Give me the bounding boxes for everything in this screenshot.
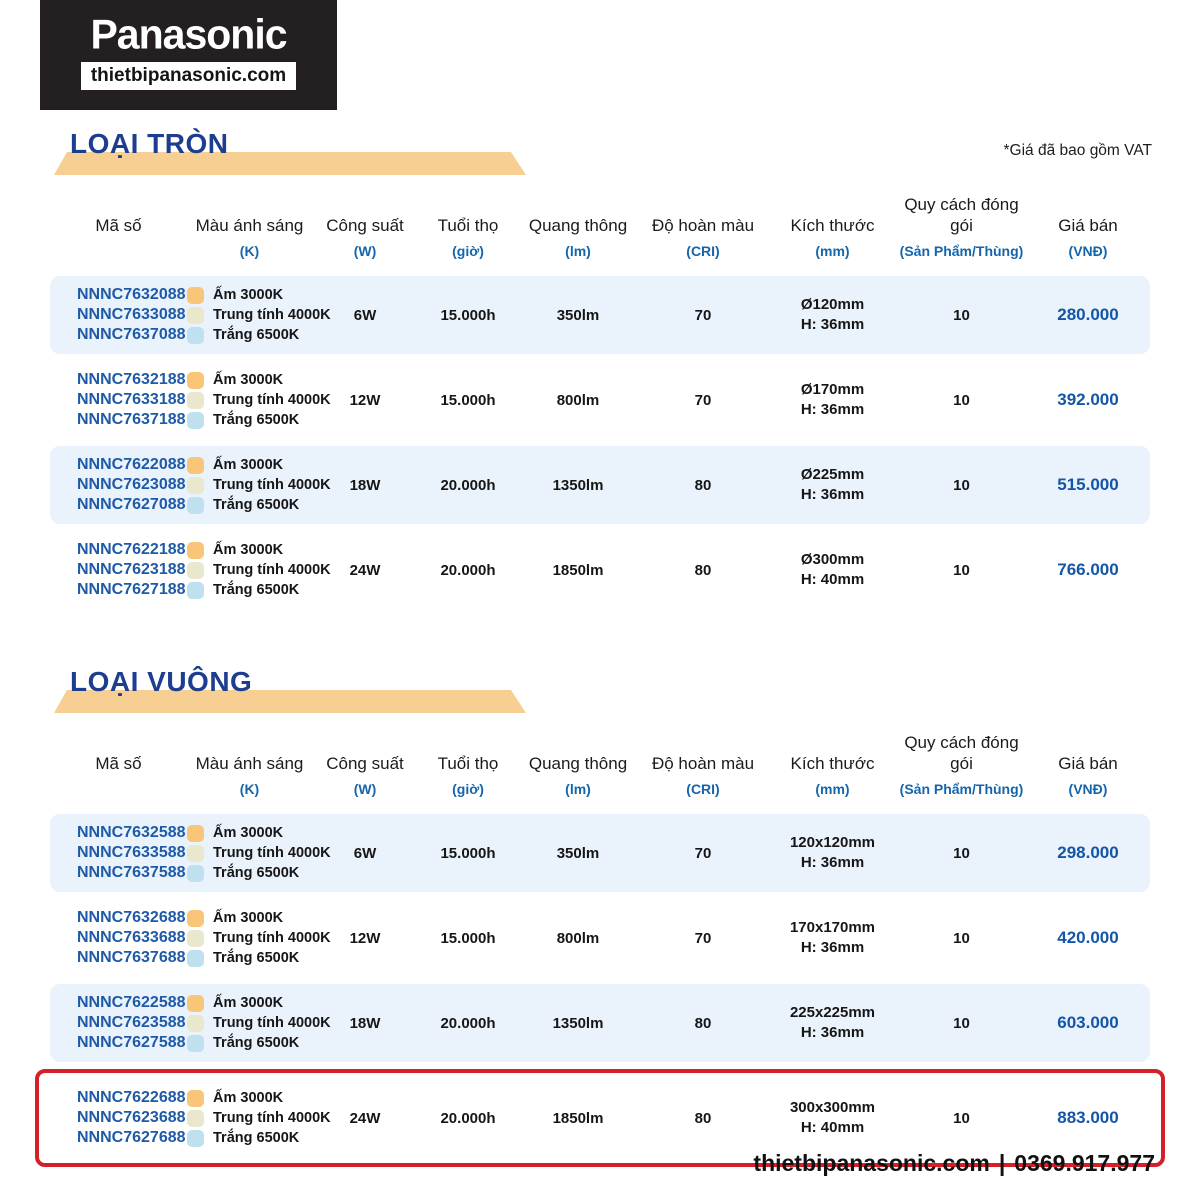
light-color-option [187, 948, 312, 968]
light-color-cell [187, 455, 331, 515]
cri-cell: 70 [694, 306, 712, 324]
logo-website-label: thietbipanasonic.com [81, 62, 296, 90]
light-color-option [187, 1088, 312, 1108]
column-header-label: Mã số [95, 216, 142, 235]
column-header [312, 728, 418, 798]
section-heading [40, 130, 1160, 176]
cri-cell: 70 [694, 844, 712, 862]
product-codes-cell [50, 993, 187, 1053]
product-codes-cell [50, 285, 187, 345]
product-code: NNNC7622688 [77, 1089, 186, 1106]
lifetime-cell: 20.000h [440, 1014, 496, 1032]
light-color-option [187, 495, 312, 515]
product-code: NNNC7637088 [77, 326, 186, 343]
light-color-cell [187, 908, 331, 968]
product-code: NNNC7637688 [77, 949, 186, 966]
price-cell: 603.000 [1057, 1013, 1119, 1032]
table-row-wrapper [50, 984, 1150, 1062]
product-codes-cell [50, 455, 187, 515]
lifetime-cell: 15.000h [440, 929, 496, 947]
lifetime-cell: 20.000h [440, 476, 496, 494]
table-row-wrapper [50, 446, 1150, 524]
product-code: NNNC7627688 [77, 1129, 186, 1146]
light-color-option [187, 410, 312, 430]
color-swatch [187, 457, 204, 474]
product-code: NNNC7627588 [77, 1034, 186, 1051]
dimension-main: Ø225mm [800, 466, 865, 483]
table-row-wrapper [50, 361, 1150, 439]
column-header-label: Tuổi thọ [437, 216, 499, 235]
cri-cell: 70 [694, 391, 712, 409]
cri-cell: 70 [694, 929, 712, 947]
packing-cell: 10 [953, 391, 970, 409]
dimension-height: H: 36mm [800, 854, 865, 871]
light-color-cell [187, 993, 331, 1053]
column-header-label: Quy cách đóng gói [904, 195, 1019, 235]
dimension-main: Ø300mm [800, 551, 865, 568]
column-header-unit: (mm) [815, 243, 850, 259]
luminous-flux-cell: 1850lm [552, 561, 604, 579]
luminous-flux-cell: 800lm [556, 391, 600, 409]
column-header-label: Màu ánh sáng [195, 754, 304, 773]
product-code: NNNC7632188 [77, 371, 186, 388]
color-swatch [187, 930, 204, 947]
column-header [418, 190, 518, 260]
column-header-unit: (CRI) [686, 781, 720, 797]
dimension-main: 120x120mm [789, 834, 876, 851]
column-header [312, 190, 418, 260]
column-header-unit: (mm) [815, 781, 850, 797]
light-color-option [187, 908, 312, 928]
table-body [50, 276, 1150, 609]
column-header-label: Kích thước [790, 754, 875, 773]
product-code: NNNC7632688 [77, 909, 186, 926]
product-code: NNNC7627088 [77, 496, 186, 513]
table-row [50, 531, 1150, 609]
color-label: Ấm 3000K [213, 1090, 284, 1106]
table-row [50, 446, 1150, 524]
dimensions-cell [768, 295, 897, 335]
color-label: Trung tính 4000K [213, 845, 331, 861]
luminous-flux-cell: 800lm [556, 929, 600, 947]
lifetime-cell: 15.000h [440, 844, 496, 862]
color-label: Ấm 3000K [213, 910, 284, 926]
product-code: NNNC7622088 [77, 456, 186, 473]
light-color-option [187, 305, 331, 325]
light-color-option [187, 390, 331, 410]
table-row [50, 361, 1150, 439]
dimension-height: H: 36mm [800, 401, 865, 418]
price-cell: 392.000 [1057, 390, 1119, 409]
dimensions-cell [768, 1098, 897, 1138]
color-label: Ấm 3000K [213, 372, 284, 388]
color-label: Ấm 3000K [213, 542, 284, 558]
column-header-unit: (Sản Phẩm/Thùng) [899, 781, 1024, 797]
luminous-flux-cell: 1350lm [552, 476, 604, 494]
product-codes-cell [50, 908, 187, 968]
color-label: Ấm 3000K [213, 457, 284, 473]
color-label: Trung tính 4000K [213, 392, 331, 408]
dimension-main: 225x225mm [789, 1004, 876, 1021]
cri-cell: 80 [694, 1014, 712, 1032]
column-header-unit: (CRI) [686, 243, 720, 259]
product-code: NNNC7622588 [77, 994, 186, 1011]
column-header [897, 190, 1026, 260]
product-code: NNNC7633688 [77, 929, 186, 946]
light-color-option [187, 1013, 331, 1033]
color-swatch [187, 477, 204, 494]
table-row [50, 276, 1150, 354]
dimension-main: Ø170mm [800, 381, 865, 398]
light-color-option [187, 540, 312, 560]
packing-cell: 10 [953, 1014, 970, 1032]
product-codes-cell [50, 1088, 187, 1148]
dimension-main: 300x300mm [789, 1099, 876, 1116]
product-code: NNNC7632088 [77, 286, 186, 303]
price-cell: 883.000 [1057, 1108, 1119, 1127]
packing-cell: 10 [953, 561, 970, 579]
price-cell: 280.000 [1057, 305, 1119, 324]
product-section [0, 130, 1200, 609]
product-codes-cell [50, 823, 187, 883]
dimensions-cell [768, 380, 897, 420]
color-label: Ấm 3000K [213, 995, 284, 1011]
product-code: NNNC7627188 [77, 581, 186, 598]
color-label: Trắng 6500K [213, 1035, 300, 1051]
dimensions-cell [768, 833, 897, 873]
column-header-label: Quang thông [528, 216, 628, 235]
column-header-label: Công suất [326, 216, 404, 235]
dimensions-cell [768, 918, 897, 958]
table-row-wrapper [50, 899, 1150, 977]
power-cell: 24W [349, 1109, 381, 1127]
color-swatch [187, 497, 204, 514]
dimension-main: 170x170mm [789, 919, 876, 936]
packing-cell: 10 [953, 1109, 970, 1127]
product-code: NNNC7633188 [77, 391, 186, 408]
color-swatch [187, 412, 204, 429]
column-header [638, 728, 768, 798]
color-label: Trung tính 4000K [213, 930, 331, 946]
color-swatch [187, 1090, 204, 1107]
section-title: LOẠI VUÔNG [70, 666, 253, 697]
footer-contact [753, 1150, 1155, 1177]
column-header-label: Quy cách đóng gói [904, 733, 1019, 773]
dimension-height: H: 40mm [800, 1119, 865, 1136]
luminous-flux-cell: 350lm [556, 306, 600, 324]
product-code: NNNC7623688 [77, 1109, 186, 1126]
light-color-option [187, 580, 312, 600]
footer-divider: | [998, 1150, 1006, 1176]
color-swatch [187, 392, 204, 409]
price-cell: 515.000 [1057, 475, 1119, 494]
column-header-unit: (VNĐ) [1068, 243, 1108, 259]
table-row [50, 984, 1150, 1062]
product-code: NNNC7637188 [77, 411, 186, 428]
price-cell: 766.000 [1057, 560, 1119, 579]
column-header [768, 728, 897, 798]
product-section [0, 668, 1200, 1167]
color-swatch [187, 1130, 204, 1147]
catalog-sections [0, 130, 1200, 1167]
power-cell: 18W [349, 476, 381, 494]
column-header [768, 190, 897, 260]
column-header-label: Quang thông [528, 754, 628, 773]
luminous-flux-cell: 1350lm [552, 1014, 604, 1032]
table-row [50, 814, 1150, 892]
color-swatch [187, 1035, 204, 1052]
power-cell: 18W [349, 1014, 381, 1032]
color-label: Trung tính 4000K [213, 307, 331, 323]
color-label: Trung tính 4000K [213, 477, 331, 493]
lifetime-cell: 20.000h [440, 1109, 496, 1127]
dimension-height: H: 40mm [800, 571, 865, 588]
light-color-option [187, 823, 312, 843]
panasonic-logo [40, 0, 337, 110]
color-swatch [187, 825, 204, 842]
light-color-option [187, 370, 312, 390]
luminous-flux-cell: 350lm [556, 844, 600, 862]
table-header-row [50, 190, 1150, 260]
color-label: Trắng 6500K [213, 1130, 300, 1146]
column-header [638, 190, 768, 260]
color-label: Trắng 6500K [213, 582, 300, 598]
table-header-row [50, 728, 1150, 798]
section-spacer [0, 616, 1200, 668]
color-swatch [187, 1015, 204, 1032]
product-code: NNNC7622188 [77, 541, 186, 558]
color-swatch [187, 950, 204, 967]
section-heading [40, 668, 1160, 714]
column-header-unit: (giờ) [452, 243, 484, 259]
column-header [50, 190, 187, 260]
vat-note: *Giá đã bao gồm VAT [1003, 142, 1152, 159]
price-cell: 420.000 [1057, 928, 1119, 947]
color-swatch [187, 995, 204, 1012]
column-header [418, 728, 518, 798]
color-swatch [187, 287, 204, 304]
luminous-flux-cell: 1850lm [552, 1109, 604, 1127]
power-cell: 24W [349, 561, 381, 579]
light-color-cell [187, 540, 331, 600]
column-header-unit: (lm) [565, 243, 591, 259]
dimension-main: Ø120mm [800, 296, 865, 313]
color-label: Trung tính 4000K [213, 1015, 331, 1031]
color-swatch [187, 1110, 204, 1127]
product-code: NNNC7623188 [77, 561, 186, 578]
dimension-height: H: 36mm [800, 316, 865, 333]
light-color-option [187, 993, 312, 1013]
color-label: Trắng 6500K [213, 412, 300, 428]
column-header [187, 190, 312, 260]
product-code: NNNC7633088 [77, 306, 186, 323]
color-swatch [187, 327, 204, 344]
column-header [518, 190, 638, 260]
color-label: Trắng 6500K [213, 950, 300, 966]
packing-cell: 10 [953, 306, 970, 324]
column-header [1026, 190, 1150, 260]
color-label: Trắng 6500K [213, 497, 300, 513]
packing-cell: 10 [953, 844, 970, 862]
color-label: Ấm 3000K [213, 825, 284, 841]
lifetime-cell: 20.000h [440, 561, 496, 579]
lifetime-cell: 15.000h [440, 391, 496, 409]
light-color-option [187, 455, 312, 475]
power-cell: 12W [349, 391, 381, 409]
color-label: Trắng 6500K [213, 865, 300, 881]
column-header-unit: (W) [353, 243, 377, 259]
column-header-label: Độ hoàn màu [651, 216, 755, 235]
color-swatch [187, 845, 204, 862]
column-header-unit: (K) [239, 243, 260, 259]
column-header [518, 728, 638, 798]
dimensions-cell [768, 1003, 897, 1043]
color-swatch [187, 372, 204, 389]
price-cell: 298.000 [1057, 843, 1119, 862]
product-code: NNNC7632588 [77, 824, 186, 841]
light-color-cell [187, 1088, 331, 1148]
column-header-unit: (Sản Phẩm/Thùng) [899, 243, 1024, 259]
column-header-unit: (lm) [565, 781, 591, 797]
column-header [187, 728, 312, 798]
table-body [50, 814, 1150, 1167]
color-swatch [187, 582, 204, 599]
light-color-option [187, 1108, 331, 1128]
table-row-wrapper [50, 276, 1150, 354]
column-header-label: Mã số [95, 754, 142, 773]
light-color-cell [187, 285, 331, 345]
color-swatch [187, 562, 204, 579]
light-color-option [187, 475, 331, 495]
column-header [1026, 728, 1150, 798]
light-color-option [187, 928, 331, 948]
power-cell: 6W [353, 844, 377, 862]
light-color-option [187, 560, 331, 580]
dimension-height: H: 36mm [800, 486, 865, 503]
footer-phone: 0369.917.977 [1014, 1150, 1155, 1176]
dimension-height: H: 36mm [800, 1024, 865, 1041]
power-cell: 12W [349, 929, 381, 947]
cri-cell: 80 [694, 1109, 712, 1127]
cri-cell: 80 [694, 476, 712, 494]
product-code: NNNC7633588 [77, 844, 186, 861]
light-color-option [187, 1128, 312, 1148]
lifetime-cell: 15.000h [440, 306, 496, 324]
column-header-unit: (VNĐ) [1068, 781, 1108, 797]
color-swatch [187, 542, 204, 559]
dimension-height: H: 36mm [800, 939, 865, 956]
light-color-cell [187, 370, 331, 430]
product-code: NNNC7623588 [77, 1014, 186, 1031]
packing-cell: 10 [953, 929, 970, 947]
color-label: Trung tính 4000K [213, 562, 331, 578]
column-header-label: Độ hoàn màu [651, 754, 755, 773]
footer-website: thietbipanasonic.com [753, 1150, 990, 1176]
table-row [50, 899, 1150, 977]
color-swatch [187, 307, 204, 324]
light-color-option [187, 863, 312, 883]
color-swatch [187, 910, 204, 927]
light-color-cell [187, 823, 331, 883]
column-header-unit: (W) [353, 781, 377, 797]
light-color-option [187, 325, 312, 345]
column-header-label: Công suất [326, 754, 404, 773]
product-code: NNNC7623088 [77, 476, 186, 493]
column-header [50, 728, 187, 798]
light-color-option [187, 285, 312, 305]
column-header-unit: (K) [239, 781, 260, 797]
dimensions-cell [768, 550, 897, 590]
color-label: Ấm 3000K [213, 287, 284, 303]
cri-cell: 80 [694, 561, 712, 579]
color-label: Trắng 6500K [213, 327, 300, 343]
table-row-wrapper [50, 814, 1150, 892]
column-header [897, 728, 1026, 798]
color-label: Trung tính 4000K [213, 1110, 331, 1126]
column-header-label: Giá bán [1058, 216, 1118, 235]
column-header-label: Kích thước [790, 216, 875, 235]
section-title: LOẠI TRÒN [70, 128, 229, 159]
color-swatch [187, 865, 204, 882]
table-row [50, 1079, 1150, 1157]
product-codes-cell [50, 540, 187, 600]
light-color-option [187, 843, 331, 863]
product-codes-cell [50, 370, 187, 430]
product-code: NNNC7637588 [77, 864, 186, 881]
power-cell: 6W [353, 306, 377, 324]
table-row-wrapper [50, 531, 1150, 609]
dimensions-cell [768, 465, 897, 505]
light-color-option [187, 1033, 312, 1053]
column-header-label: Tuổi thọ [437, 754, 499, 773]
column-header-unit: (giờ) [452, 781, 484, 797]
panasonic-wordmark: Panasonic [90, 10, 287, 58]
column-header-label: Giá bán [1058, 754, 1118, 773]
column-header-label: Màu ánh sáng [195, 216, 304, 235]
packing-cell: 10 [953, 476, 970, 494]
